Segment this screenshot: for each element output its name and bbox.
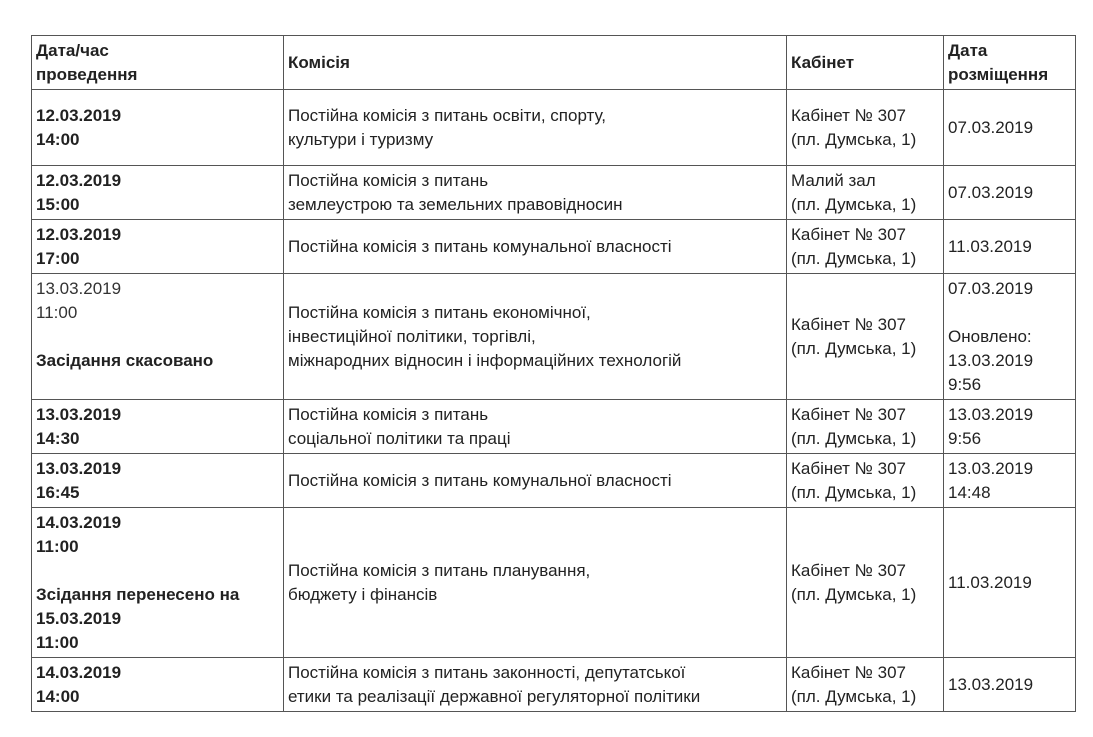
meetings-table	[31, 35, 1076, 712]
updated-label: Оновлено:	[948, 327, 1032, 346]
header-date-line: проведення	[36, 65, 138, 84]
posted-cell	[944, 220, 1076, 274]
posted-cell	[944, 454, 1076, 508]
commission-cell	[284, 508, 787, 658]
commission-line: міжнародних відносин і інформаційних технологій	[288, 351, 682, 370]
commission-line: Постійна комісія з питань	[288, 171, 489, 190]
table-row	[32, 400, 1076, 454]
date-cell	[32, 274, 284, 400]
header-date	[32, 36, 284, 90]
header-date-line: Дата/час	[36, 41, 109, 60]
room-line: (пл. Думська, 1)	[791, 195, 917, 214]
room-line: Кабінет № 307	[791, 225, 906, 244]
meeting-status-note: 15.03.2019	[36, 609, 122, 628]
meeting-time: 11:00	[36, 537, 79, 556]
room-line: (пл. Думська, 1)	[791, 339, 917, 358]
header-room: Кабінет	[787, 36, 944, 90]
posted-cell	[944, 508, 1076, 658]
room-line: Кабінет № 307	[791, 405, 906, 424]
header-posted	[944, 36, 1076, 90]
meeting-status-note: Засідання скасовано	[36, 351, 214, 370]
room-line: (пл. Думська, 1)	[791, 585, 917, 604]
table-row	[32, 274, 1076, 400]
commission-cell	[284, 274, 787, 400]
posted-cell	[944, 400, 1076, 454]
table-row	[32, 658, 1076, 712]
commission-line: Постійна комісія з питань освіти, спорту,	[288, 106, 607, 125]
date-cell	[32, 90, 284, 166]
room-cell	[787, 400, 944, 454]
posted-cell	[944, 90, 1076, 166]
commission-line: Постійна комісія з питань економічної,	[288, 303, 591, 322]
table-row	[32, 220, 1076, 274]
room-line: (пл. Думська, 1)	[791, 130, 917, 149]
date-cell	[32, 220, 284, 274]
table-row	[32, 166, 1076, 220]
date-cell	[32, 454, 284, 508]
commission-line: Постійна комісія з питань планування,	[288, 561, 591, 580]
table-row	[32, 508, 1076, 658]
meeting-date: 14.03.2019	[36, 663, 122, 682]
date-cell	[32, 400, 284, 454]
room-cell	[787, 166, 944, 220]
posted-date: 11.03.2019	[948, 237, 1032, 256]
room-cell	[787, 658, 944, 712]
room-line: (пл. Думська, 1)	[791, 483, 917, 502]
posted-date: 13.03.2019	[948, 459, 1034, 478]
commission-line: Постійна комісія з питань комунальної власності	[288, 471, 672, 490]
date-cell	[32, 166, 284, 220]
posted-time: 9:56	[948, 429, 982, 448]
meetings-schedule	[31, 35, 1076, 712]
room-line: Кабінет № 307	[791, 459, 906, 478]
room-line: Кабінет № 307	[791, 106, 906, 125]
meeting-status-note: Зсідання перенесено на	[36, 585, 240, 604]
commission-cell	[284, 454, 787, 508]
posted-cell	[944, 166, 1076, 220]
meeting-date: 14.03.2019	[36, 513, 122, 532]
meeting-time: 11:00	[36, 303, 78, 322]
room-line: Малий зал	[791, 171, 876, 190]
posted-date: 13.03.2019	[948, 675, 1034, 694]
commission-cell	[284, 400, 787, 454]
posted-cell	[944, 274, 1076, 400]
updated-time: 9:56	[948, 375, 982, 394]
date-cell	[32, 658, 284, 712]
room-cell	[787, 274, 944, 400]
room-line: Кабінет № 307	[791, 663, 906, 682]
commission-line: бюджету і фінансів	[288, 585, 438, 604]
room-cell	[787, 508, 944, 658]
posted-date: 13.03.2019	[948, 405, 1034, 424]
commission-cell	[284, 658, 787, 712]
room-cell	[787, 90, 944, 166]
posted-date: 07.03.2019	[948, 183, 1034, 202]
table-header-row	[32, 36, 1076, 90]
header-posted-line: Дата	[948, 41, 988, 60]
meeting-date: 12.03.2019	[36, 106, 122, 125]
header-posted-line: розміщення	[948, 65, 1049, 84]
posted-cell	[944, 658, 1076, 712]
commission-line: Постійна комісія з питань законності, депутатської	[288, 663, 686, 682]
commission-line: етики та реалізації державної регуляторної політики	[288, 687, 701, 706]
meeting-date: 13.03.2019	[36, 459, 122, 478]
room-line: (пл. Думська, 1)	[791, 687, 917, 706]
meeting-status-note: 11:00	[36, 633, 79, 652]
meeting-date: 13.03.2019	[36, 405, 122, 424]
meeting-time: 17:00	[36, 249, 80, 268]
meeting-date: 12.03.2019	[36, 171, 122, 190]
room-line: (пл. Думська, 1)	[791, 249, 917, 268]
meeting-time: 14:00	[36, 130, 80, 149]
meeting-time: 16:45	[36, 483, 80, 502]
commission-line: Постійна комісія з питань	[288, 405, 489, 424]
room-line: Кабінет № 307	[791, 561, 906, 580]
commission-line: землеустрою та земельних правовідносин	[288, 195, 623, 214]
commission-line: інвестиційної політики, торгівлі,	[288, 327, 536, 346]
room-cell	[787, 454, 944, 508]
room-line: (пл. Думська, 1)	[791, 429, 917, 448]
commission-cell	[284, 166, 787, 220]
meeting-date: 13.03.2019	[36, 279, 122, 298]
updated-date: 13.03.2019	[948, 351, 1034, 370]
date-cell	[32, 508, 284, 658]
commission-cell	[284, 90, 787, 166]
commission-cell	[284, 220, 787, 274]
meeting-date: 12.03.2019	[36, 225, 122, 244]
posted-date: 07.03.2019	[948, 279, 1034, 298]
commission-line: культури і туризму	[288, 130, 434, 149]
meeting-time: 14:30	[36, 429, 80, 448]
posted-date: 11.03.2019	[948, 573, 1032, 592]
meeting-time: 14:00	[36, 687, 80, 706]
room-line: Кабінет № 307	[791, 315, 906, 334]
commission-line: Постійна комісія з питань комунальної власності	[288, 237, 672, 256]
table-row	[32, 454, 1076, 508]
meeting-time: 15:00	[36, 195, 80, 214]
table-row	[32, 90, 1076, 166]
commission-line: соціальної політики та праці	[288, 429, 511, 448]
room-cell	[787, 220, 944, 274]
posted-date: 07.03.2019	[948, 118, 1034, 137]
header-commission: Комісія	[284, 36, 787, 90]
posted-time: 14:48	[948, 483, 991, 502]
